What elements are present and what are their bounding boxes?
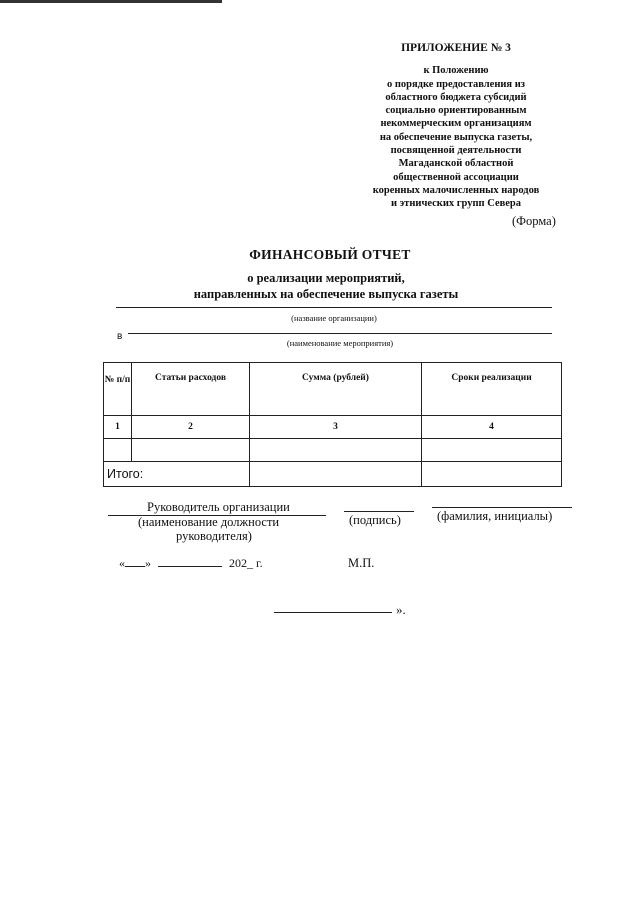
table-row (104, 416, 562, 439)
form-label: (Форма) (512, 214, 556, 228)
annex-line: некоммерческим организациям (380, 118, 532, 130)
signature-line[interactable] (344, 511, 414, 512)
report-title-block (0, 247, 640, 302)
org-name-caption: (название организации) (291, 313, 377, 323)
annex-line: к Положению (423, 65, 489, 77)
prefix-v: в (117, 331, 123, 342)
position-value: Руководитель организации (147, 500, 290, 514)
day-blank[interactable] (125, 556, 145, 567)
name-caption: (фамилия, инициалы) (437, 509, 553, 523)
table-cell[interactable] (250, 439, 422, 462)
header-number: № п/п (104, 363, 132, 416)
header-amount: Сумма (рублей) (250, 363, 422, 416)
annex-line: посвященной деятельности (390, 145, 522, 157)
table-total-row (104, 462, 562, 487)
annex-line: социально ориентированным (385, 105, 527, 117)
annex-title: ПРИЛОЖЕНИЕ № 3 (401, 42, 511, 54)
event-name-caption: (наименование мероприятия) (286, 338, 394, 348)
name-line[interactable] (432, 507, 572, 508)
position-caption-1: (наименование должности (138, 515, 280, 529)
column-number: 3 (250, 416, 422, 439)
stamp-place: М.П. (348, 556, 375, 570)
month-blank[interactable] (158, 556, 222, 567)
event-name-line[interactable] (128, 333, 552, 334)
closing-mark: ». (396, 602, 406, 617)
annex-line: на обеспечение выпуска газеты, (379, 131, 533, 143)
annex-header (340, 42, 572, 211)
column-number: 2 (132, 416, 250, 439)
table-header-row (104, 363, 562, 416)
total-amount-cell[interactable] (250, 462, 422, 487)
table-row (104, 439, 562, 462)
annex-line: и этнических групп Севера (390, 198, 522, 210)
annex-line: коренных малочисленных народов (372, 184, 540, 196)
header-deadlines: Сроки реализации (422, 363, 562, 416)
table-cell[interactable] (132, 439, 250, 462)
date-close-quote: » (145, 556, 151, 570)
annex-line: о порядке предоставления из (386, 78, 525, 90)
position-caption-2: руководителя) (176, 529, 252, 543)
top-border-mark (0, 0, 222, 3)
annex-line: Магаданской областной (398, 158, 514, 170)
column-number: 4 (422, 416, 562, 439)
report-subtitle-2: направленных на обеспечение выпуска газеты (193, 287, 459, 301)
financial-report-table (103, 362, 562, 487)
date-open-quote: « (119, 556, 125, 570)
annex-line: областного бюджета субсидий (385, 91, 527, 103)
table-cell[interactable] (104, 439, 132, 462)
total-deadline-cell[interactable] (422, 462, 562, 487)
org-name-line[interactable] (116, 307, 552, 308)
table-cell[interactable] (422, 439, 562, 462)
date-field (119, 556, 263, 571)
report-title: ФИНАНСОВЫЙ ОТЧЕТ (249, 247, 411, 262)
report-subtitle-1: о реализации мероприятий, (247, 271, 405, 285)
annex-line: общественной ассоциации (393, 171, 519, 183)
year-text: 202_ г. (229, 556, 263, 570)
column-number: 1 (104, 416, 132, 439)
closing-line[interactable] (274, 612, 392, 613)
total-label: Итого: (104, 462, 250, 487)
header-expense-items: Статьи расходов (132, 363, 250, 416)
signature-caption: (подпись) (349, 513, 401, 527)
